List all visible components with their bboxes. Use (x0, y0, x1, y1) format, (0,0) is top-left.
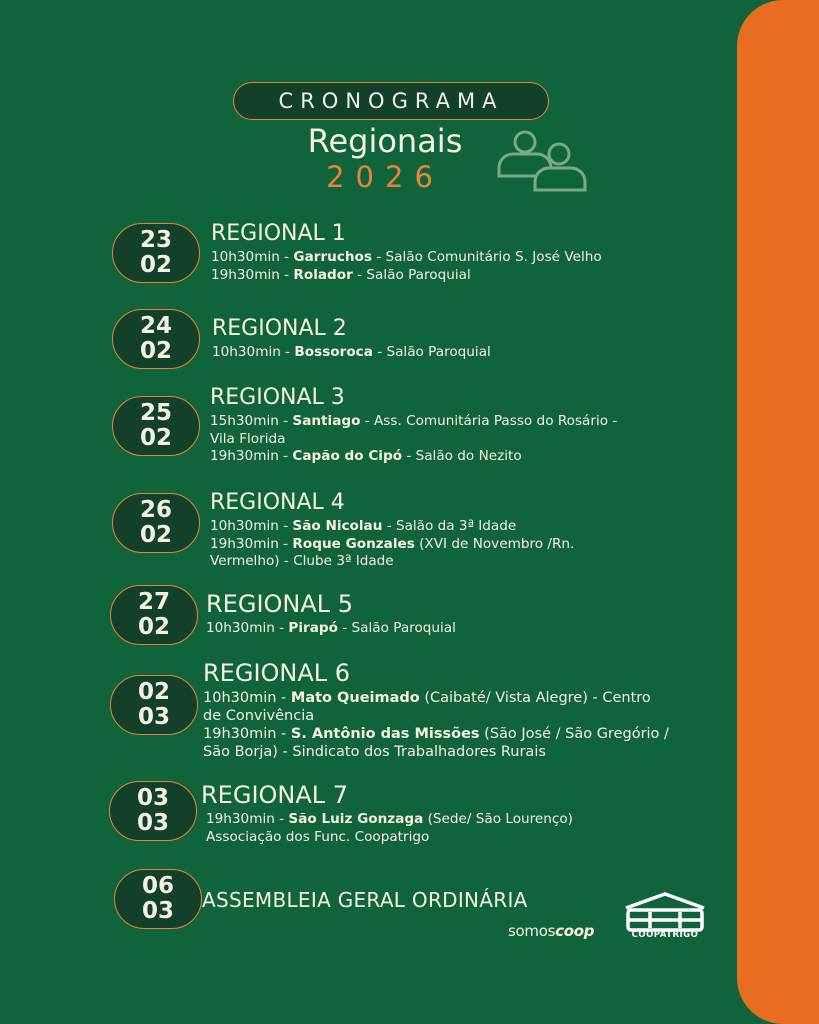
date-month: 02 (137, 614, 170, 640)
event-line: 19h30min - Capão do Cipó - Salão do Nezito (210, 448, 522, 464)
event-line: 10h30min - São Nicolau - Salão da 3ª Idade (210, 518, 517, 534)
coopatrigo-logo-text: COOPATRIGO (631, 930, 699, 940)
event-title: REGIONAL 7 (201, 781, 349, 809)
date-day: 26 (139, 497, 172, 523)
somoscoop-logo: somoscoop (508, 922, 595, 940)
date-badge (112, 396, 200, 456)
date-badge (112, 493, 200, 553)
date-month: 02 (139, 252, 172, 278)
date-badge (110, 585, 198, 645)
assembly-title: ASSEMBLEIA GERAL ORDINÁRIA (202, 888, 528, 912)
date-badge (112, 223, 200, 283)
event-title: REGIONAL 2 (212, 316, 347, 341)
event-regional-6 (203, 660, 669, 761)
date-badge (114, 869, 202, 929)
date-month: 03 (141, 898, 174, 924)
page-subtitle: Regionais (307, 122, 463, 160)
event-regional-3 (210, 384, 617, 466)
event-line: 19h30min - Rolador - Salão Paroquial (211, 266, 471, 283)
event-line: Associação dos Func. Coopatrigo (206, 828, 430, 845)
event-regional-2 (212, 315, 491, 362)
date-badge (110, 675, 198, 735)
date-badge (109, 781, 197, 841)
event-title: REGIONAL 4 (210, 490, 345, 515)
event-line: Vermelho) - Clube 3ª Idade (210, 553, 394, 569)
people-icon (493, 126, 589, 192)
date-day: 24 (139, 313, 172, 339)
date-day: 25 (139, 400, 172, 426)
event-title: REGIONAL 3 (210, 385, 345, 410)
year-label: 2026 (326, 160, 444, 194)
event-regional-1 (211, 220, 602, 284)
event-line: São Borja) - Sindicato dos Trabalhadores Rurais (203, 744, 546, 760)
event-line: 19h30min - S. Antônio das Missões (São José / São Gregório / (203, 726, 669, 742)
event-line: 19h30min - São Luiz Gonzaga (Sede/ São Lourenço) (206, 811, 573, 827)
date-day: 23 (139, 227, 172, 253)
event-regional-4 (210, 489, 574, 571)
event-regional-5 (206, 591, 456, 638)
date-badge (112, 309, 200, 369)
date-day: 06 (141, 873, 174, 899)
orange-side-bar (737, 0, 819, 1024)
date-month: 03 (137, 704, 170, 730)
date-month: 02 (139, 425, 172, 451)
event-line: 10h30min - Mato Queimado (Caibaté/ Vista Alegre) - Centro (203, 690, 651, 706)
event-line: 19h30min - Roque Gonzales (XVI de Novembro /Rn. (210, 535, 575, 552)
event-line: 15h30min - Santiago - Ass. Comunitária Passo do Rosário - (210, 413, 618, 429)
date-day: 02 (137, 679, 170, 705)
date-day: 03 (136, 785, 169, 811)
event-title: REGIONAL 5 (206, 590, 354, 618)
event-regional-7 (201, 782, 573, 846)
event-line: 10h30min - Pirapó - Salão Paroquial (206, 620, 456, 636)
event-title: REGIONAL 1 (211, 221, 346, 246)
date-month: 03 (136, 810, 169, 836)
event-line: 10h30min - Bossoroca - Salão Paroquial (212, 344, 491, 360)
event-line: Vila Florida (210, 430, 286, 447)
date-month: 02 (139, 338, 172, 364)
event-line: de Convivência (203, 708, 315, 724)
date-month: 02 (139, 522, 172, 548)
event-title: REGIONAL 6 (203, 659, 351, 687)
date-day: 27 (137, 589, 170, 615)
page-title: CRONOGRAMA (233, 82, 549, 120)
event-line: 10h30min - Garruchos - Salão Comunitário S. José Velho (211, 249, 602, 265)
